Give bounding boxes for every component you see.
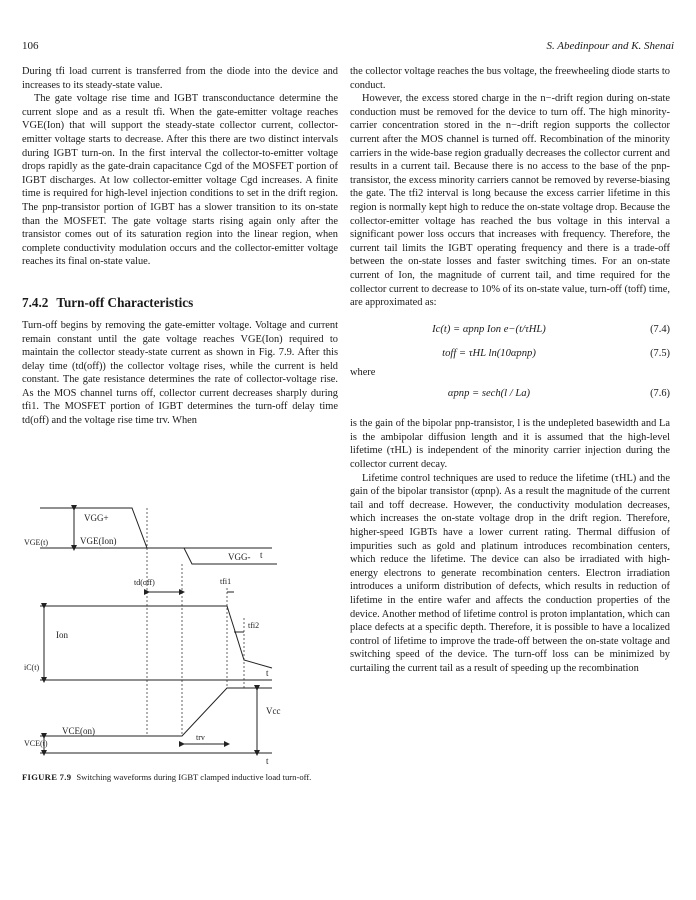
running-head: S. Abedinpour and K. Shenai <box>546 40 674 52</box>
section-number: 7.4.2 <box>22 294 49 310</box>
paragraph: Turn-off begins by removing the gate-emitter voltage. Voltage and current remain constant until the gate voltage reaches VGE(Ion) required to maintain the collector steady-state current as shown in Fig. 7.9. After this delay time (td(off)) the collector voltage rises, while the current is held constant. The gate resistance determines the rate of collector-voltage rise. As the MOS channel turns off, collector current decreases sharply during tfi1. The MOSFET portion of IGBT determines the turn-off delay time td(off) and the voltage rise time trv. When <box>22 319 338 427</box>
label-t-axis-3: t <box>266 756 269 766</box>
label-tfi1: tfi1 <box>220 577 232 586</box>
label-vgg-plus: VGG+ <box>84 513 109 523</box>
paragraph: the collector voltage reaches the bus voltage, the freewheeling diode starts to conduct. <box>350 66 670 91</box>
right-column <box>350 65 670 676</box>
equation-7-5 <box>350 342 670 366</box>
label-ic-axis: iC(t) <box>24 663 40 672</box>
label-tfi2: tfi2 <box>248 621 260 630</box>
figure-caption <box>22 772 338 783</box>
label-vce-axis: VCE(t) <box>24 739 48 748</box>
paragraph: During tfi load current is transferred from the diode into the device and increases to its steady-state value. <box>22 66 338 91</box>
section-heading <box>22 295 338 311</box>
label-t-axis-1: t <box>260 550 263 560</box>
equation-number: (7.5) <box>650 347 670 359</box>
paragraph: The gate voltage rise time and IGBT transconductance determine the current slope and as a result tfi. When the gate-emitter voltage reaches VGE(Ion) that will support the steady-state collector current, collector-emitter voltage starts to decrease. After this there are two distinct intervals during IGBT turn-on. In the first interval the collector-to-emitter voltage drops rapidly as the gate-drain capacitance Cgd of the MOSFET portion of IGBT discharges. At low collector-emitter voltage Cgd increases. A finite time is required for high-level injection conditions to set in the drift region. The pnp-transistor portion of IGBT has a slower transition to its on-state than the MOSFET. The gate voltage starts rising again only after the transistor comes out of its saturation region into the linear region, when complete conductivity modulation occurs and the collector-emitter voltage reaches its final on-state value. <box>22 93 338 268</box>
equation-7-4 <box>350 318 670 342</box>
switching-waveform-diagram <box>22 488 340 770</box>
where-text: where <box>350 366 376 378</box>
figure-7-9 <box>22 488 340 770</box>
label-vce-on: VCE(on) <box>62 726 95 736</box>
equation-body: toff = τHL ln(10αpnp) <box>442 347 536 359</box>
equation-body: αpnp = sech(l / La) <box>447 388 531 400</box>
label-vge-ion: VGE(Ion) <box>80 536 117 546</box>
label-td-off: td(off) <box>134 578 155 587</box>
paragraph: However, the excess stored charge in the n−-drift region during on-state conduction must be removed for the device to turn off. The high minority-carrier concentration stored in the n−-drift region supports the collector current after the MOS channel is turned off. Recombination of the minority carriers in the wide-base region gradually decreases the collector current and results in a current tail. Because there is no access to the base of the pnp-transistor, the excess minority carriers cannot be removed by reverse-biasing the gate. The tfi2 interval is long because the excess carrier lifetime in this region is normally kept high to reduce the on-state voltage drop. Because the collector-emitter voltage has reached the bus voltage in this interval a significant power loss occurs that increases with frequency. Therefore, the current tail limits the IGBT operating frequency and there is a trade-off between the on-state losses and faster switching times. For an on-state current of Ion, the magnitude of current tail, and time required for the collector current to decrease to 10% of its on-state value, turn-off (toff) time, are approximated as: <box>350 93 670 309</box>
paragraph: is the gain of the bipolar pnp-transistor, l is the undepleted basewidth and La is the ambipolar diffusion length and it is assumed that the high-level lifetime (τHL) is independent of the minority carrier injection during the collector current decay. <box>350 418 670 471</box>
equation-number: (7.6) <box>650 388 670 400</box>
caption-label: FIGURE 7.9 <box>22 772 72 782</box>
caption-text: Switching waveforms during IGBT clamped inductive load turn-off. <box>76 772 312 782</box>
ic-waveform <box>40 606 272 668</box>
page-number: 106 <box>22 40 39 52</box>
paragraph: Lifetime control techniques are used to reduce the lifetime (τHL) and the gain of the bipolar transistor (αpnp). As a result the magnitude of the current tail and toff decrease. However, the conductivity modulation decreases, which increases the on-state voltage drop in the drift region. Therefore, higher-speed IGBTs have a lower current rating. Thermal diffusion of impurities such as gold and platinum introduces recombination centers, which reduce the lifetime. The device can also be irradiated with high-energy electrons to generate recombination centers. Electron irradiation introduces a uniform distribution of defects, which results in reduction of lifetime in the entire wafer and affects the conduction properties of the device. Another method of lifetime control is proton implantation, which can place defects at a specific depth. Therefore, it is possible to have a localized control of lifetime to improve the trade-off between the on-state voltage and switching speed of the device. The turn-off loss can be minimized by curtailing the current tail as a result of speeding up the recombination <box>350 472 670 674</box>
equation-number: (7.4) <box>650 323 670 335</box>
left-column <box>22 65 338 428</box>
equation-body: Ic(t) = αpnp Ion e−(t/τHL) <box>432 323 546 335</box>
label-vge-axis: VGE(t) <box>24 538 48 547</box>
label-vgg-minus: VGG- <box>228 552 251 562</box>
section-title: Turn-off Characteristics <box>56 294 194 310</box>
label-vcc: Vcc <box>266 706 281 716</box>
label-trv: trv <box>196 733 205 742</box>
equation-7-6 <box>350 379 670 409</box>
label-ion: Ion <box>56 630 68 640</box>
label-t-axis-2: t <box>266 668 269 678</box>
